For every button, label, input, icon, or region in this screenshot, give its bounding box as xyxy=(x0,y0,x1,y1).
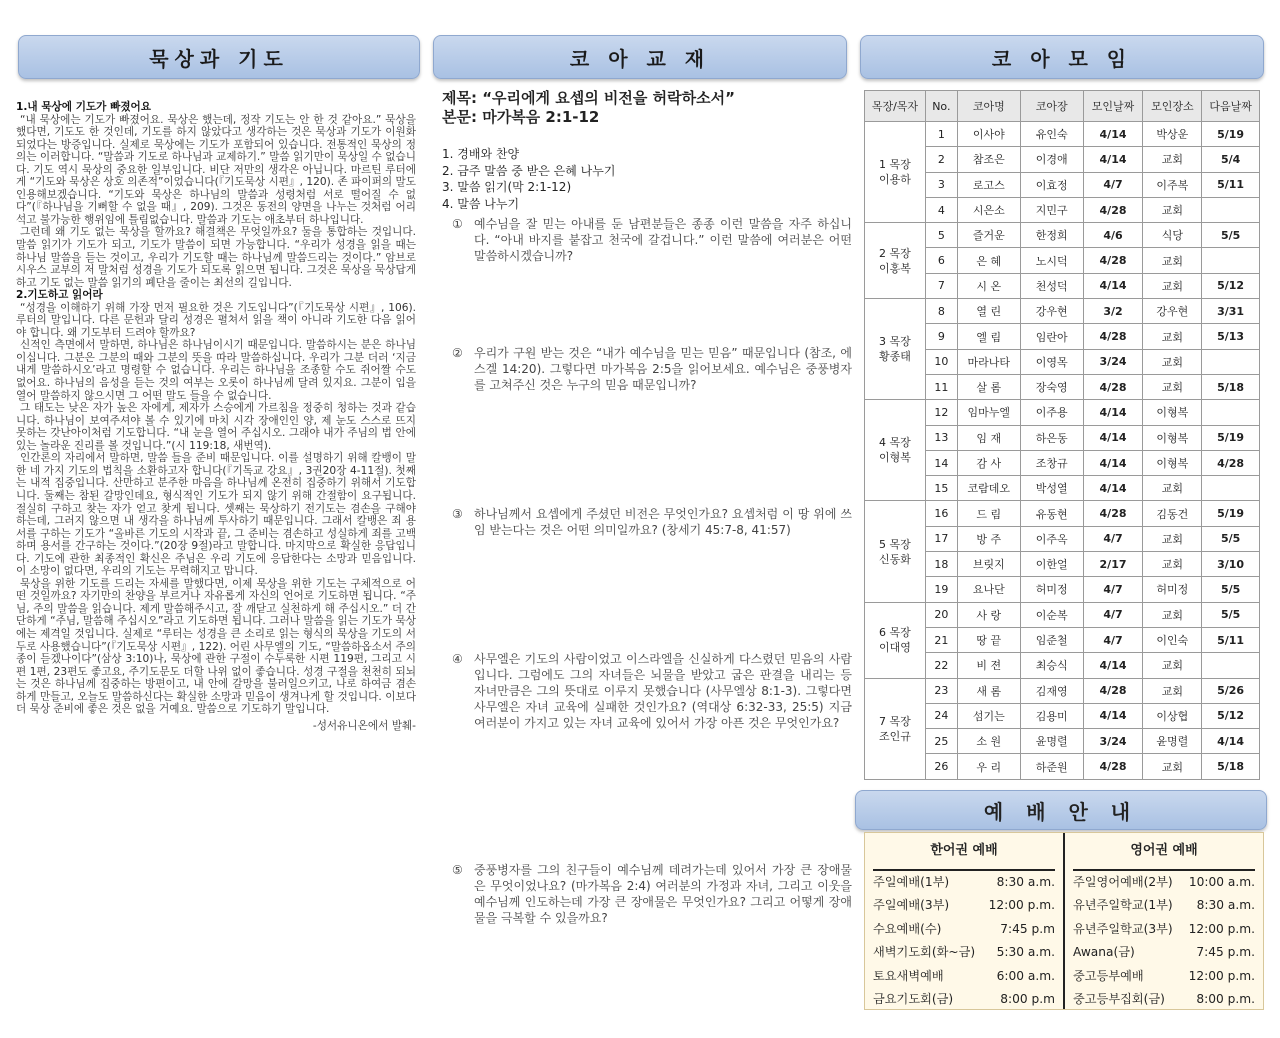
worship-name: 유년주일학교(1부) xyxy=(1073,898,1173,913)
table-cell xyxy=(1202,349,1260,374)
table-cell: 이한얼 xyxy=(1020,552,1083,577)
table-cell: 3 xyxy=(925,172,957,197)
table-cell: 10 xyxy=(925,349,957,374)
essay-paragraph: “성경을 이해하기 위해 가장 먼저 필요한 것은 기도입니다”(『기도묵상 시편』, 106). 루터의 말입니다. 다른 문헌과 달리 성경은 펼쳐서 읽을 책이 아니라 기도한 다음 읽어야 합니다. 왜 기도부터 드려야 할까요? xyxy=(16,301,416,339)
table-cell: 김동건 xyxy=(1143,501,1202,526)
table-cell xyxy=(1202,197,1260,222)
lesson-heading xyxy=(442,89,735,127)
table-cell: 김용미 xyxy=(1020,703,1083,728)
table-cell: 박상운 xyxy=(1143,122,1202,147)
group-leader: 이홍복 xyxy=(878,261,911,275)
lesson-step: 1. 경배와 찬양 xyxy=(442,147,520,161)
section-header-meditation: 묵상과 기도 xyxy=(18,35,420,79)
table-cell: 11 xyxy=(925,374,957,399)
table-cell: 4/14 xyxy=(1083,147,1143,172)
table-cell: 교회 xyxy=(1143,324,1202,349)
table-cell: 열 린 xyxy=(957,299,1020,324)
english-worship-title: 영어권 예배 xyxy=(1073,833,1255,871)
table-cell xyxy=(1202,653,1260,678)
table-cell: 강우현 xyxy=(1143,299,1202,324)
table-cell: 4/14 xyxy=(1083,273,1143,298)
worship-row xyxy=(1073,894,1255,917)
table-cell: 4/28 xyxy=(1083,678,1143,703)
table-cell: 7 xyxy=(925,273,957,298)
lesson-question: ③ 하나님께서 요셉에게 주셨던 비전은 무엇인가요? 요셉처럼 이 땅 위에 쓰임 받는다는 것은 어떤 의미일까요? (창세기 45:7-8, 41:57) xyxy=(452,507,852,537)
worship-time: 8:00 p.m. xyxy=(1196,991,1255,1006)
group-leader: 이형복 xyxy=(878,451,911,465)
korean-worship-column xyxy=(865,833,1063,1009)
worship-row xyxy=(1073,988,1255,1011)
group-cell xyxy=(865,122,926,223)
lesson-step: 3. 말씀 읽기(막 2:1-12) xyxy=(442,180,572,194)
worship-time: 5:30 a.m. xyxy=(996,945,1055,960)
lesson-question: ⑤ 중풍병자를 그의 친구들이 예수님께 데려가는데 있어서 가장 큰 장애물은 무엇이었나요? (마가복음 2:4) 여러분의 가정과 자녀, 그리고 이웃을 예수님께 인도하는데 가장 큰 장애물은 무엇인가요? 그리고 어떻게 장애물을 극복할 수 있을까요? xyxy=(452,863,852,925)
table-cell: 로고스 xyxy=(957,172,1020,197)
table-row xyxy=(865,223,1260,248)
table-cell: 교회 xyxy=(1143,374,1202,399)
table-cell: 21 xyxy=(925,627,957,652)
english-worship-column xyxy=(1063,833,1263,1009)
table-cell: 5/11 xyxy=(1202,172,1260,197)
essay-source: -성서유니온에서 발췌- xyxy=(312,719,416,732)
worship-row xyxy=(873,918,1055,941)
table-cell: 5/19 xyxy=(1202,425,1260,450)
table-cell: 방 주 xyxy=(957,526,1020,551)
essay-paragraph: 그런데 왜 기도 없는 묵상을 할까요? 해결책은 무엇일까요? 둘을 통합하는 것입니다. 말씀 읽기가 기도가 되고, 기도가 말씀이 되면 가능합니다. “우리가 성경을 읽을 때는 하나님 말씀을 듣는 것이고, 우리가 기도할 때는 하나님께 말씀드리는 것이다.” 암브로시우스 교부의 저 말처럼 성경을 기도가 되도록 읽으면 됩니다. 그것은 묵상을 묵상답게 하고 기도 없는 말씀 읽기의 폐단을 줄이는 최선의 길입니다. xyxy=(16,226,416,289)
table-cell: 교회 xyxy=(1143,552,1202,577)
worship-schedule xyxy=(864,832,1264,1010)
table-cell: 5/11 xyxy=(1202,627,1260,652)
worship-row xyxy=(873,894,1055,917)
table-cell: 김재영 xyxy=(1020,678,1083,703)
table-cell: 4/7 xyxy=(1083,526,1143,551)
table-cell: 은 혜 xyxy=(957,248,1020,273)
table-cell: 천성덕 xyxy=(1020,273,1083,298)
table-cell: 지민구 xyxy=(1020,197,1083,222)
group-cell xyxy=(865,400,926,501)
essay-paragraph: 묵상을 위한 기도를 드리는 자세를 말했다면, 이제 묵상을 위한 기도는 구체적으로 어떤 것일까요? 자기만의 찬양을 부르거나 자유롭게 자신의 언어로 기도하면 됩니다. “주님, 주의 말씀을 읽습니다. 제게 말씀해주시고, 잘 깨닫고 실천하게 해 주십시오.” 더 간단하게 “주님, 말씀해 주십시오”라고 기도하면 됩니다. 그러나 말씀을 읽는 기도가 묵상에는 제격일 것입니다. 실제로 “루터는 성경을 큰 소리로 읽는 형식의 묵상을 기도의 서두로 사용했습니다”(『기도묵상 시편』, 122). 어린 사무엘의 기도, “말씀하옵소서 주의 종이 듣겠나이다”(삼상 3:10)나, 묵상에 관한 구절이 수두룩한 시편 119편, 그리고 시편 1편, 23편도 좋고요, 주기도문도 더할 나위 없이 좋습니다. 성경 구절을 천천히 되뇌는 것은 하나님께 집중하는 방편이고, 내 안에 갈망을 불러일으키고, 나로 하여금 겸손하게 만들고, 오늘도 말씀하신다는 확실한 소망과 믿음이 생겨나게 할 것입니다. 이보다 더 묵상 준비에 좋은 것은 없을 거예요. 말씀으로 기도하기 말입니다. xyxy=(16,577,416,716)
table-cell: 엘 림 xyxy=(957,324,1020,349)
table-cell: 땅 끝 xyxy=(957,627,1020,652)
table-cell: 유인숙 xyxy=(1020,122,1083,147)
worship-name: 토요새벽예배 xyxy=(873,968,944,983)
table-cell: 교회 xyxy=(1143,678,1202,703)
table-cell: 5/5 xyxy=(1202,223,1260,248)
group-leader: 이대영 xyxy=(878,641,911,655)
table-cell: 5/18 xyxy=(1202,374,1260,399)
section-header-worship: 예 배 안 내 xyxy=(855,790,1267,830)
table-cell: 4/14 xyxy=(1083,425,1143,450)
group-name: 7 목장 xyxy=(879,714,911,728)
group-leader: 이용하 xyxy=(878,173,911,187)
essay-paragraph: 그 태도는 낮은 자가 높은 자에게, 제자가 스승에게 가르침을 정중히 청하는 것과 같습니다. 하나님이 보여주셔야 볼 수 있기에 마치 시각 장애인인 양, 제 눈도 스스로 뜨지 못하는 갓난아이처럼 기도합니다. “내 눈을 열어 주십시오. 그래야 내가 주님의 법 안에 있는 놀라운 진리를 볼 것입니다.”(시 119:18, 새번역). xyxy=(16,402,416,452)
table-cell: 교회 xyxy=(1143,197,1202,222)
table-cell: 2 xyxy=(925,147,957,172)
table-cell: 장숙영 xyxy=(1020,374,1083,399)
table-cell: 4/14 xyxy=(1083,122,1143,147)
group-cell xyxy=(865,678,926,779)
group-leader: 신동화 xyxy=(878,552,911,566)
table-cell: 사 랑 xyxy=(957,602,1020,627)
table-cell: 살 롬 xyxy=(957,374,1020,399)
table-row xyxy=(865,602,1260,627)
group-cell xyxy=(865,501,926,602)
table-cell: 이형복 xyxy=(1143,450,1202,475)
group-cell xyxy=(865,299,926,400)
worship-name: 중고등부예배 xyxy=(1073,968,1144,983)
table-cell xyxy=(1202,400,1260,425)
table-cell: 섬기는 xyxy=(957,703,1020,728)
table-cell: 26 xyxy=(925,754,957,779)
table-cell xyxy=(1202,248,1260,273)
worship-time: 10:00 a.m. xyxy=(1188,875,1255,889)
table-cell: 마라나타 xyxy=(957,349,1020,374)
table-cell: 4/28 xyxy=(1083,197,1143,222)
worship-row xyxy=(1073,918,1255,941)
column-header: 코아장 xyxy=(1020,91,1083,122)
table-cell: 코람데오 xyxy=(957,476,1020,501)
table-cell: 소 원 xyxy=(957,729,1020,754)
worship-name: 중고등부집회(금) xyxy=(1073,991,1165,1006)
table-cell: 5/5 xyxy=(1202,526,1260,551)
table-cell: 25 xyxy=(925,729,957,754)
worship-name: 수요예배(수) xyxy=(873,921,942,936)
essay-paragraph: 인간론의 자리에서 말하면, 말씀 들을 준비 때문입니다. 이를 설명하기 위해 칼뱅이 말한 네 가지 기도의 법칙을 소환하고자 합니다(『기독교 강요』, 3권20장 4-11절). 첫째는 내적 집중입니다. 산만하고 분주한 마음을 하나님께 온전히 집중하기 위해서 기도합니다. 둘째는 참된 갈망인데요, 형식적인 기도가 되지 않기 위해 간절함이 요구됩니다. 절실히 구하고 찾는 자가 얻고 찾게 됩니다. 셋째는 묵상하기 전기도는 겸손을 구해야 하는데, 그러지 않으면 내 생각을 하나님께 투사하기 때문입니다. 그래서 칼뱅은 죄 용서를 구하는 기도가 “올바른 기도의 시작과 끝, 그 준비는 겸손하고 성실하게 죄를 고백하며 용서를 간구하는 것이다.”(20장 9절)라고 말합니다. 마지막으로 확실한 응답입니다. 기도에 관한 최종적인 확신은 주님은 우리 기도에 응답한다는 소망과 믿음입니다. 이 소망이 없다면, 우리의 기도는 무력해지고 맙니다. xyxy=(16,452,416,578)
table-cell: 4/14 xyxy=(1202,729,1260,754)
table-cell: 교회 xyxy=(1143,653,1202,678)
worship-row xyxy=(873,988,1055,1011)
table-cell: 5/18 xyxy=(1202,754,1260,779)
table-cell: 드 림 xyxy=(957,501,1020,526)
table-cell: 우 리 xyxy=(957,754,1020,779)
table-cell: 4/28 xyxy=(1083,754,1143,779)
table-cell: 이효정 xyxy=(1020,172,1083,197)
table-cell: 이영목 xyxy=(1020,349,1083,374)
table-cell: 이순복 xyxy=(1020,602,1083,627)
table-cell: 5/13 xyxy=(1202,324,1260,349)
table-cell: 임마누엘 xyxy=(957,400,1020,425)
table-cell: 4/7 xyxy=(1083,577,1143,602)
column-header: 모인장소 xyxy=(1143,91,1202,122)
table-cell: 이주복 xyxy=(1143,172,1202,197)
column-header: 코아명 xyxy=(957,91,1020,122)
table-cell: 3/24 xyxy=(1083,729,1143,754)
worship-name: 주일예배(3부) xyxy=(873,898,950,913)
table-cell xyxy=(1202,476,1260,501)
cell-meeting-table xyxy=(864,90,1260,780)
table-cell: 4/7 xyxy=(1083,602,1143,627)
table-cell: 5/5 xyxy=(1202,602,1260,627)
table-cell: 감 사 xyxy=(957,450,1020,475)
table-cell: 브릿지 xyxy=(957,552,1020,577)
table-cell: 이주옥 xyxy=(1020,526,1083,551)
table-cell: 이형복 xyxy=(1143,425,1202,450)
lesson-question: ② 우리가 구원 받는 것은 “내가 예수님을 믿는 믿음” 때문입니다 (참조, 에스겔 14:20). 그렇다면 마가복음 2:5을 읽어보세요. 예수님은 중풍병자를 고쳐주신 것은 누구의 믿음 때문입니까? xyxy=(452,346,852,392)
table-cell: 윤명렬 xyxy=(1020,729,1083,754)
table-cell: 22 xyxy=(925,653,957,678)
group-name: 2 목장 xyxy=(879,246,911,260)
worship-name: 새벽기도회(화~금) xyxy=(873,945,976,960)
worship-time: 6:00 a.m. xyxy=(996,968,1055,983)
column-header: 목장/목자 xyxy=(865,91,926,122)
column-header: 모인날짜 xyxy=(1083,91,1143,122)
worship-row xyxy=(873,871,1055,894)
table-row xyxy=(865,299,1260,324)
lesson-passage: 본문: 마가복음 2:1-12 xyxy=(442,108,600,126)
essay-paragraph: 신적인 측면에서 말하면, 하나님은 하나님이시기 때문입니다. 말씀하시는 분은 하나님이십니다. 그분은 그분의 때와 그분의 뜻을 따라 말씀하십니다. 우리가 그분 더러 ‘지금 내게 말씀하시오’라고 명령할 수 없습니다. 우리는 하나님을 조종할 수도 쥐어짤 수도 없어요. 하나님의 음성을 듣는 것의 여부는 오롯이 하나님께 달려 있지요. 그분이 입을 열어 말씀하지 않으시면 그 어떤 말도 들을 수 없습니다. xyxy=(16,339,416,402)
korean-worship-title: 한어권 예배 xyxy=(873,833,1055,871)
table-cell: 강우현 xyxy=(1020,299,1083,324)
group-name: 1 목장 xyxy=(879,158,911,172)
table-cell: 3/10 xyxy=(1202,552,1260,577)
table-cell: 하준원 xyxy=(1020,754,1083,779)
lesson-steps xyxy=(442,146,615,212)
table-cell: 임란아 xyxy=(1020,324,1083,349)
table-cell: 이형복 xyxy=(1143,400,1202,425)
worship-time: 8:30 a.m. xyxy=(1196,898,1255,913)
table-cell: 16 xyxy=(925,501,957,526)
table-cell: 15 xyxy=(925,476,957,501)
table-cell: 5/19 xyxy=(1202,122,1260,147)
table-cell: 이주용 xyxy=(1020,400,1083,425)
table-cell: 4/14 xyxy=(1083,450,1143,475)
group-name: 3 목장 xyxy=(879,335,911,349)
lesson-step: 4. 말씀 나누기 xyxy=(442,196,520,211)
table-cell: 4/14 xyxy=(1083,703,1143,728)
table-cell: 23 xyxy=(925,678,957,703)
table-cell: 4/6 xyxy=(1083,223,1143,248)
group-cell xyxy=(865,602,926,678)
table-cell: 5/26 xyxy=(1202,678,1260,703)
table-cell: 17 xyxy=(925,526,957,551)
table-cell: 조창규 xyxy=(1020,450,1083,475)
table-row xyxy=(865,122,1260,147)
table-cell: 이인숙 xyxy=(1143,627,1202,652)
table-cell: 6 xyxy=(925,248,957,273)
table-cell: 시은소 xyxy=(957,197,1020,222)
worship-row xyxy=(873,965,1055,988)
table-cell: 2/17 xyxy=(1083,552,1143,577)
table-cell: 시 온 xyxy=(957,273,1020,298)
worship-name: 주일영어예배(2부) xyxy=(1073,875,1173,889)
worship-row xyxy=(873,941,1055,964)
table-cell: 교회 xyxy=(1143,526,1202,551)
worship-time: 12:00 p.m. xyxy=(1188,968,1255,983)
table-cell: 4/14 xyxy=(1083,400,1143,425)
worship-row xyxy=(1073,871,1255,894)
table-cell: 비 젼 xyxy=(957,653,1020,678)
table-cell: 윤명렬 xyxy=(1143,729,1202,754)
worship-time: 7:45 p.m xyxy=(1000,921,1055,936)
table-cell: 5/19 xyxy=(1202,501,1260,526)
worship-name: 주일예배(1부) xyxy=(873,875,950,889)
lesson-title: 제목: “우리에게 요셉의 비전을 허락하소서” xyxy=(442,89,735,107)
section-header-lesson: 코 아 교 재 xyxy=(433,35,847,79)
table-cell: 3/24 xyxy=(1083,349,1143,374)
worship-row xyxy=(1073,941,1255,964)
group-name: 6 목장 xyxy=(879,626,911,640)
group-name: 5 목장 xyxy=(879,537,911,551)
table-cell: 교회 xyxy=(1143,476,1202,501)
table-cell: 임 재 xyxy=(957,425,1020,450)
group-name: 4 목장 xyxy=(879,436,911,450)
table-row xyxy=(865,501,1260,526)
table-cell: 1 xyxy=(925,122,957,147)
table-cell: 5 xyxy=(925,223,957,248)
table-cell: 4/7 xyxy=(1083,627,1143,652)
table-cell: 노시덕 xyxy=(1020,248,1083,273)
table-cell: 14 xyxy=(925,450,957,475)
table-cell: 참조은 xyxy=(957,147,1020,172)
table-cell: 한정희 xyxy=(1020,223,1083,248)
table-cell: 교회 xyxy=(1143,147,1202,172)
worship-time: 8:30 a.m. xyxy=(996,875,1055,889)
table-cell: 즐거운 xyxy=(957,223,1020,248)
table-cell: 박성열 xyxy=(1020,476,1083,501)
table-row xyxy=(865,678,1260,703)
worship-time: 7:45 p.m. xyxy=(1196,945,1255,960)
table-cell: 5/12 xyxy=(1202,703,1260,728)
column-header: No. xyxy=(925,91,957,122)
lesson-question: ① 예수님을 잘 믿는 아내를 둔 남편분들은 종종 이런 말씀을 자주 하십니다. “아내 바지를 붙잡고 천국에 갈겁니다.” 이런 말씀에 여러분은 어떤 말씀하시겠습니까? xyxy=(452,217,852,263)
worship-name: 금요기도회(금) xyxy=(873,991,954,1006)
table-cell: 최승식 xyxy=(1020,653,1083,678)
lesson-question: ④ 사무엘은 기도의 사람이었고 이스라엘을 신실하게 다스렸던 믿음의 사람입니다. 그럼에도 그의 자녀들은 뇌물을 받았고 굽은 판결을 내리는 등 자녀만큼은 그의 뜻대로 이루지 못했습니다 (사무엘상 8:1-3). 그렇다면 사무엘은 자녀 교육에 실패한 것인가요? (역대상 6:32-33, 25:5) 지금 여러분이 가지고 있는 자녀 교육에 있어서 가장 아픈 것은 무엇인가요? xyxy=(452,652,852,730)
group-leader: 조인규 xyxy=(878,729,911,743)
table-cell: 20 xyxy=(925,602,957,627)
worship-row xyxy=(1073,965,1255,988)
table-cell: 4/28 xyxy=(1202,450,1260,475)
group-cell xyxy=(865,223,926,299)
meditation-essay xyxy=(16,101,416,732)
table-cell: 4/28 xyxy=(1083,374,1143,399)
group-leader: 황종태 xyxy=(878,350,911,364)
table-cell: 3/2 xyxy=(1083,299,1143,324)
table-cell: 4/28 xyxy=(1083,248,1143,273)
worship-name: 유년주일학교(3부) xyxy=(1073,921,1173,936)
table-cell: 교회 xyxy=(1143,349,1202,374)
table-cell: 이상협 xyxy=(1143,703,1202,728)
lesson-step: 2. 금주 말씀 중 받은 은혜 나누기 xyxy=(442,163,616,178)
table-cell: 18 xyxy=(925,552,957,577)
table-cell: 3/31 xyxy=(1202,299,1260,324)
table-cell: 허미정 xyxy=(1143,577,1202,602)
table-cell: 임준철 xyxy=(1020,627,1083,652)
section-header-cell-meeting: 코 아 모 임 xyxy=(860,35,1264,79)
table-cell: 9 xyxy=(925,324,957,349)
essay-heading: 2.기도하고 읽어라 xyxy=(16,289,103,302)
table-row xyxy=(865,400,1260,425)
table-cell: 교회 xyxy=(1143,248,1202,273)
table-cell: 5/5 xyxy=(1202,577,1260,602)
worship-name: Awana(금) xyxy=(1073,945,1135,960)
table-cell: 교회 xyxy=(1143,602,1202,627)
table-cell: 교회 xyxy=(1143,754,1202,779)
essay-paragraph: “내 묵상에는 기도가 빠졌어요. 묵상은 했는데, 정작 기도는 안 한 것 같아요.” 묵상을 했다면, 기도도 한 것인데, 기도를 하지 않았다고 생각하는 것은 묵상과 기도가 이원화되었다는 방증입니다. 실제로 묵상에는 기도가 포함되어 있습니다. 전통적인 묵상의 정의는 이러합니다. “말씀과 기도로 하나님과 교제하기.” 말씀 읽기만이 묵상일 수 없습니다. 기도 역시 묵상의 중요한 일부입니다. 비단 저만의 생각은 아닙니다. 마르틴 루터에게 “기도와 묵상은 상호 의존적”이었습니다(『기도묵상 시편』, 120). 존 파이퍼의 말도 인용해보겠습니다. “기도와 묵상은 하나님의 말씀과 성령처럼 서로 떨어질 수 없다”(『하나님을 기뻐할 수 없을 때』, 209). 그것은 동전의 양면을 나누는 것처럼 어리석고 불가능한 행위임에 틀림없습니다. 말씀과 기도는 애초부터 하나입니다. xyxy=(16,113,416,226)
table-cell: 이사야 xyxy=(957,122,1020,147)
table-cell: 8 xyxy=(925,299,957,324)
table-cell: 교회 xyxy=(1143,273,1202,298)
table-cell: 19 xyxy=(925,577,957,602)
worship-time: 8:00 p.m xyxy=(1000,991,1055,1006)
table-cell: 요나단 xyxy=(957,577,1020,602)
table-cell: 4/7 xyxy=(1083,172,1143,197)
table-cell: 12 xyxy=(925,400,957,425)
table-cell: 허미정 xyxy=(1020,577,1083,602)
table-cell: 4/14 xyxy=(1083,476,1143,501)
table-cell: 5/12 xyxy=(1202,273,1260,298)
table-cell: 유동현 xyxy=(1020,501,1083,526)
table-cell: 13 xyxy=(925,425,957,450)
table-cell: 식당 xyxy=(1143,223,1202,248)
table-cell: 24 xyxy=(925,703,957,728)
worship-time: 12:00 p.m. xyxy=(1188,921,1255,936)
table-cell: 새 롬 xyxy=(957,678,1020,703)
table-cell: 4 xyxy=(925,197,957,222)
table-cell: 하은동 xyxy=(1020,425,1083,450)
table-cell: 4/14 xyxy=(1083,653,1143,678)
essay-heading: 1.내 묵상에 기도가 빠졌어요 xyxy=(16,101,152,113)
table-cell: 5/4 xyxy=(1202,147,1260,172)
table-cell: 4/28 xyxy=(1083,324,1143,349)
column-header: 다음날짜 xyxy=(1202,91,1260,122)
worship-time: 12:00 p.m. xyxy=(988,898,1055,913)
table-cell: 4/28 xyxy=(1083,501,1143,526)
table-cell: 이경애 xyxy=(1020,147,1083,172)
